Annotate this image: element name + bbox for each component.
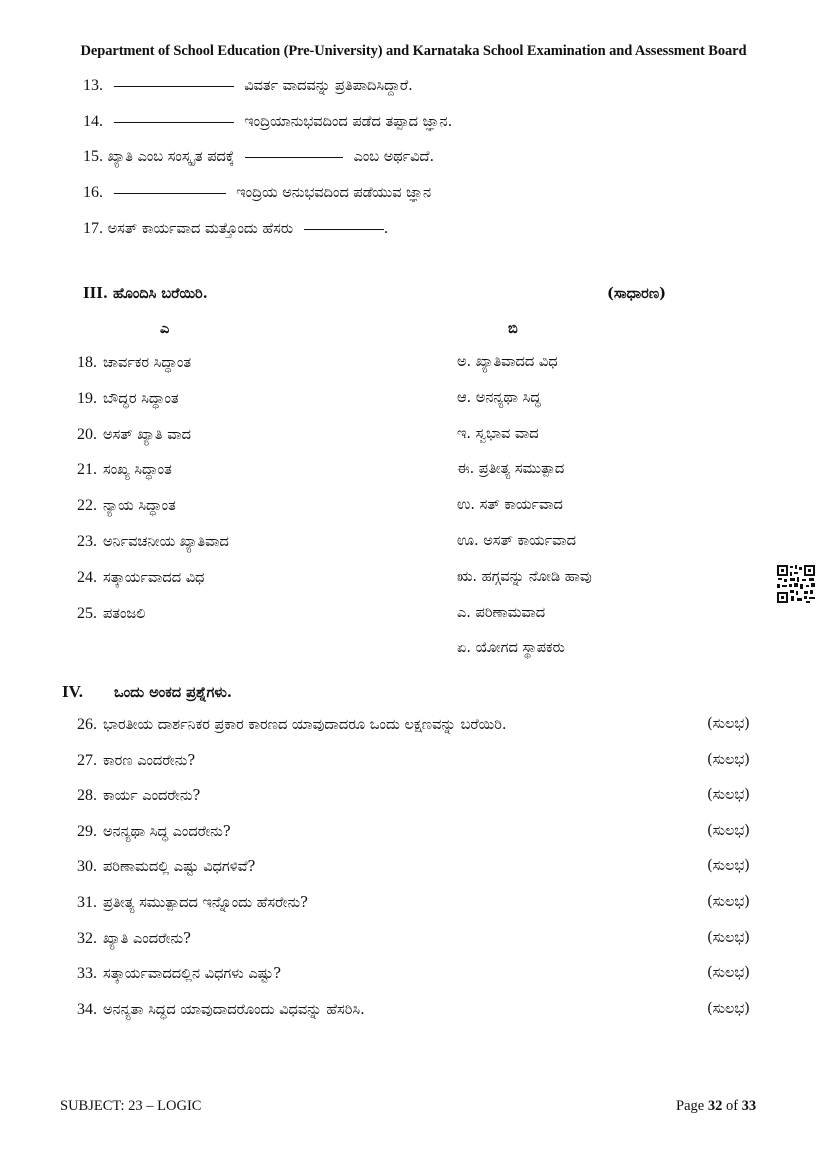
question-34 xyxy=(77,1001,365,1019)
question-number: 19. xyxy=(77,389,97,407)
question-number: 24. xyxy=(77,568,97,586)
question-text: ಇಂದ್ರಿಯ ಅನುಭವದಿಂದ ಪಡೆಯುವ ಜ್ಞಾನ xyxy=(236,185,432,201)
answer-blank xyxy=(114,193,226,194)
question-number: 14. xyxy=(83,113,103,130)
match-item-b: ಈ. ಪ್ರತೀತ್ಯ ಸಮುತ್ಪಾದ xyxy=(457,461,565,478)
question-number: 15. xyxy=(83,148,103,165)
match-text: ನ್ಯಾಯ ಸಿದ್ಧಾಂತ xyxy=(103,498,176,515)
question-text: ವಿವರ್ತ ವಾದವನ್ನು ಪ್ರತಿಪಾದಿಸಿದ್ದಾರೆ. xyxy=(244,78,413,94)
column-b-heading: ಬಿ xyxy=(508,320,518,337)
difficulty-tag: (ಸುಲಭ) xyxy=(707,965,750,982)
footer-page-number xyxy=(676,1098,756,1115)
match-item-a xyxy=(77,569,204,587)
match-item-a xyxy=(77,354,191,372)
question-text: ಇಂದ್ರಿಯಾನುಭವದಿಂದ ಪಡೆದ ತಪ್ಪಾದ ಜ್ಞಾನ. xyxy=(244,114,453,130)
difficulty-tag: (ಸುಲಭ) xyxy=(707,751,750,768)
question-14 xyxy=(83,113,452,131)
difficulty-tag: (ಸುಲಭ) xyxy=(707,858,750,875)
match-item-b: ಋ. ಹಗ್ಗವನ್ನು ನೋಡಿ ಹಾವು xyxy=(457,568,592,585)
question-number: 31. xyxy=(77,894,97,911)
match-item-b: ಉ. ಸತ್ ಕಾರ್ಯವಾದ xyxy=(457,497,563,514)
question-27 xyxy=(77,752,195,770)
question-text: ಪರಿಣಾಮದಲ್ಲಿ ಎಷ್ಟು ವಿಧಗಳಿವೆ? xyxy=(103,859,256,876)
question-text: ಖ್ಯಾತಿ ಎಂದರೇನು? xyxy=(103,930,191,947)
answer-blank xyxy=(245,157,343,158)
match-text: ಬೌದ್ಧರ ಸಿದ್ಧಾಂತ xyxy=(103,390,179,407)
question-text: ಎಂಬ ಅರ್ಥವಿದೆ. xyxy=(353,149,435,165)
question-33 xyxy=(77,965,281,983)
footer-subject: SUBJECT: 23 – LOGIC xyxy=(60,1098,202,1114)
question-text: ಕಾರ್ಯ ಎಂದರೇನು? xyxy=(103,788,201,805)
question-text: ಪ್ರತೀತ್ಯ ಸಮುತ್ಪಾದದ ಇನ್ನೊಂದು ಹೆಸರೇನು? xyxy=(103,895,308,911)
question-number: 34. xyxy=(77,1000,97,1018)
question-number: 13. xyxy=(83,77,103,94)
qr-code xyxy=(776,564,816,604)
question-29 xyxy=(77,823,231,841)
question-number: 23. xyxy=(77,533,97,550)
question-15 xyxy=(83,148,434,166)
page-header: Department of School Education (Pre-University) and Karnataka School Examination and Assessment Board xyxy=(80,43,747,59)
question-number: 20. xyxy=(77,425,97,443)
question-16 xyxy=(83,184,431,202)
match-item-b: ಊ. ಅಸತ್ ಕಾರ್ಯವಾದ xyxy=(457,533,576,549)
match-item-b: ಅ. ಖ್ಯಾತಿವಾದದ ವಿಧ xyxy=(457,354,558,370)
question-text: ಸತ್ಕಾರ್ಯವಾದದಲ್ಲಿನ ವಿಧಗಳು ಎಷ್ಟು? xyxy=(103,966,281,983)
question-text: ಅನನ್ಯಥಾ ಸಿದ್ಧ ಎಂದರೇನು? xyxy=(103,823,231,840)
question-number: 18. xyxy=(77,354,97,371)
question-number: 27. xyxy=(77,751,97,769)
difficulty-tag: (ಸುಲಭ) xyxy=(707,822,750,839)
section-3-title xyxy=(83,283,208,303)
match-text: ಅರ್ನಿವಚನೀಯ ಖ್ಯಾತಿವಾದ xyxy=(103,534,229,550)
question-number: 28. xyxy=(77,787,97,805)
match-item-a xyxy=(77,390,179,408)
column-a-heading: ಎ xyxy=(160,320,170,337)
question-17 xyxy=(83,220,388,238)
match-item-b: ಎ. ಪರಿಣಾಮವಾದ xyxy=(457,604,546,621)
question-number: 26. xyxy=(77,716,97,733)
section-heading: . ಹೊಂದಿಸಿ ಬರೆಯಿರಿ. xyxy=(102,285,208,302)
section-heading: ಒಂದು ಅಂಕದ ಪ್ರಶ್ನೆಗಳು. xyxy=(114,684,232,701)
question-text: ಖ್ಯಾತಿ ಎಂಬ ಸಂಸ್ಕೃತ ಪದಕ್ಕೆ xyxy=(107,149,235,165)
match-text: ಅಸತ್ ಖ್ಯಾತಿ ವಾದ xyxy=(103,426,192,443)
total-pages: 33 xyxy=(741,1098,757,1114)
question-13 xyxy=(83,77,413,95)
match-item-a xyxy=(77,426,191,444)
difficulty-tag: (ಸುಲಭ) xyxy=(707,1000,750,1017)
match-item-a xyxy=(77,533,229,551)
section-4-title xyxy=(62,682,232,702)
question-number: 16. xyxy=(83,184,103,201)
question-text: ಕಾರಣ ಎಂದರೇನು? xyxy=(103,752,196,769)
question-number: 32. xyxy=(77,929,97,947)
match-item-a xyxy=(77,605,145,623)
question-number: 33. xyxy=(77,965,97,983)
match-item-a xyxy=(77,461,172,479)
question-number: 21. xyxy=(77,461,97,479)
question-number: 30. xyxy=(77,858,97,876)
page-label: Page xyxy=(676,1098,705,1114)
answer-blank xyxy=(304,229,384,230)
section-number: IV. xyxy=(62,682,83,701)
question-number: 25. xyxy=(77,604,97,622)
current-page: 32 xyxy=(707,1098,723,1114)
question-text: ಅಸತ್ ಕಾರ್ಯವಾದ ಮತ್ತೊಂದು ಹೆಸರು xyxy=(107,221,294,237)
question-31 xyxy=(77,894,308,912)
difficulty-tag: (ಸುಲಭ) xyxy=(707,929,750,946)
answer-blank xyxy=(114,122,234,123)
match-item-a xyxy=(77,497,176,515)
question-text: . xyxy=(383,221,389,237)
section-number: III xyxy=(83,283,103,302)
question-30 xyxy=(77,858,255,876)
difficulty-tag: (ಸುಲಭ) xyxy=(707,894,750,910)
match-item-b: ಆ. ಅನನ್ಯಥಾ ಸಿದ್ಧ xyxy=(457,389,541,406)
match-text: ಚಾರ್ವಕರ ಸಿದ್ಧಾಂತ xyxy=(103,355,192,371)
difficulty-tag: (ಸಾಧಾರಣ) xyxy=(607,285,666,302)
question-number: 29. xyxy=(77,822,97,840)
answer-blank xyxy=(114,86,234,87)
match-item-b: ಏ. ಯೋಗದ ಸ್ಥಾಪಕರು xyxy=(457,640,565,657)
match-item-b: ಇ. ಸ್ವಭಾವ ವಾದ xyxy=(457,425,539,442)
question-32 xyxy=(77,930,191,948)
question-number: 22. xyxy=(77,497,97,515)
match-text: ಸಂಖ್ಯ ಸಿದ್ಧಾಂತ xyxy=(103,462,172,479)
question-26 xyxy=(77,716,507,734)
question-number: 17. xyxy=(83,220,103,237)
difficulty-tag: (ಸುಲಭ) xyxy=(707,787,750,804)
difficulty-tag: (ಸುಲಭ) xyxy=(707,716,750,732)
match-text: ಸತ್ಕಾರ್ಯವಾದದ ವಿಧ xyxy=(103,569,205,586)
question-text: ಭಾರತೀಯ ದಾರ್ಶನಿಕರ ಪ್ರಕಾರ ಕಾರಣದ ಯಾವುದಾದರೂ ಒಂದು ಲಕ್ಷಣವನ್ನು ಬರೆಯಿರಿ. xyxy=(103,717,507,733)
question-text: ಅನನ್ಯತಾ ಸಿದ್ಧದ ಯಾವುದಾದರೊಂದು ವಿಧವನ್ನು ಹೆಸರಿಸಿ. xyxy=(103,1001,365,1018)
match-text: ಪತಂಜಲಿ xyxy=(103,605,146,622)
question-28 xyxy=(77,787,200,805)
page-of-label: of xyxy=(725,1098,739,1114)
